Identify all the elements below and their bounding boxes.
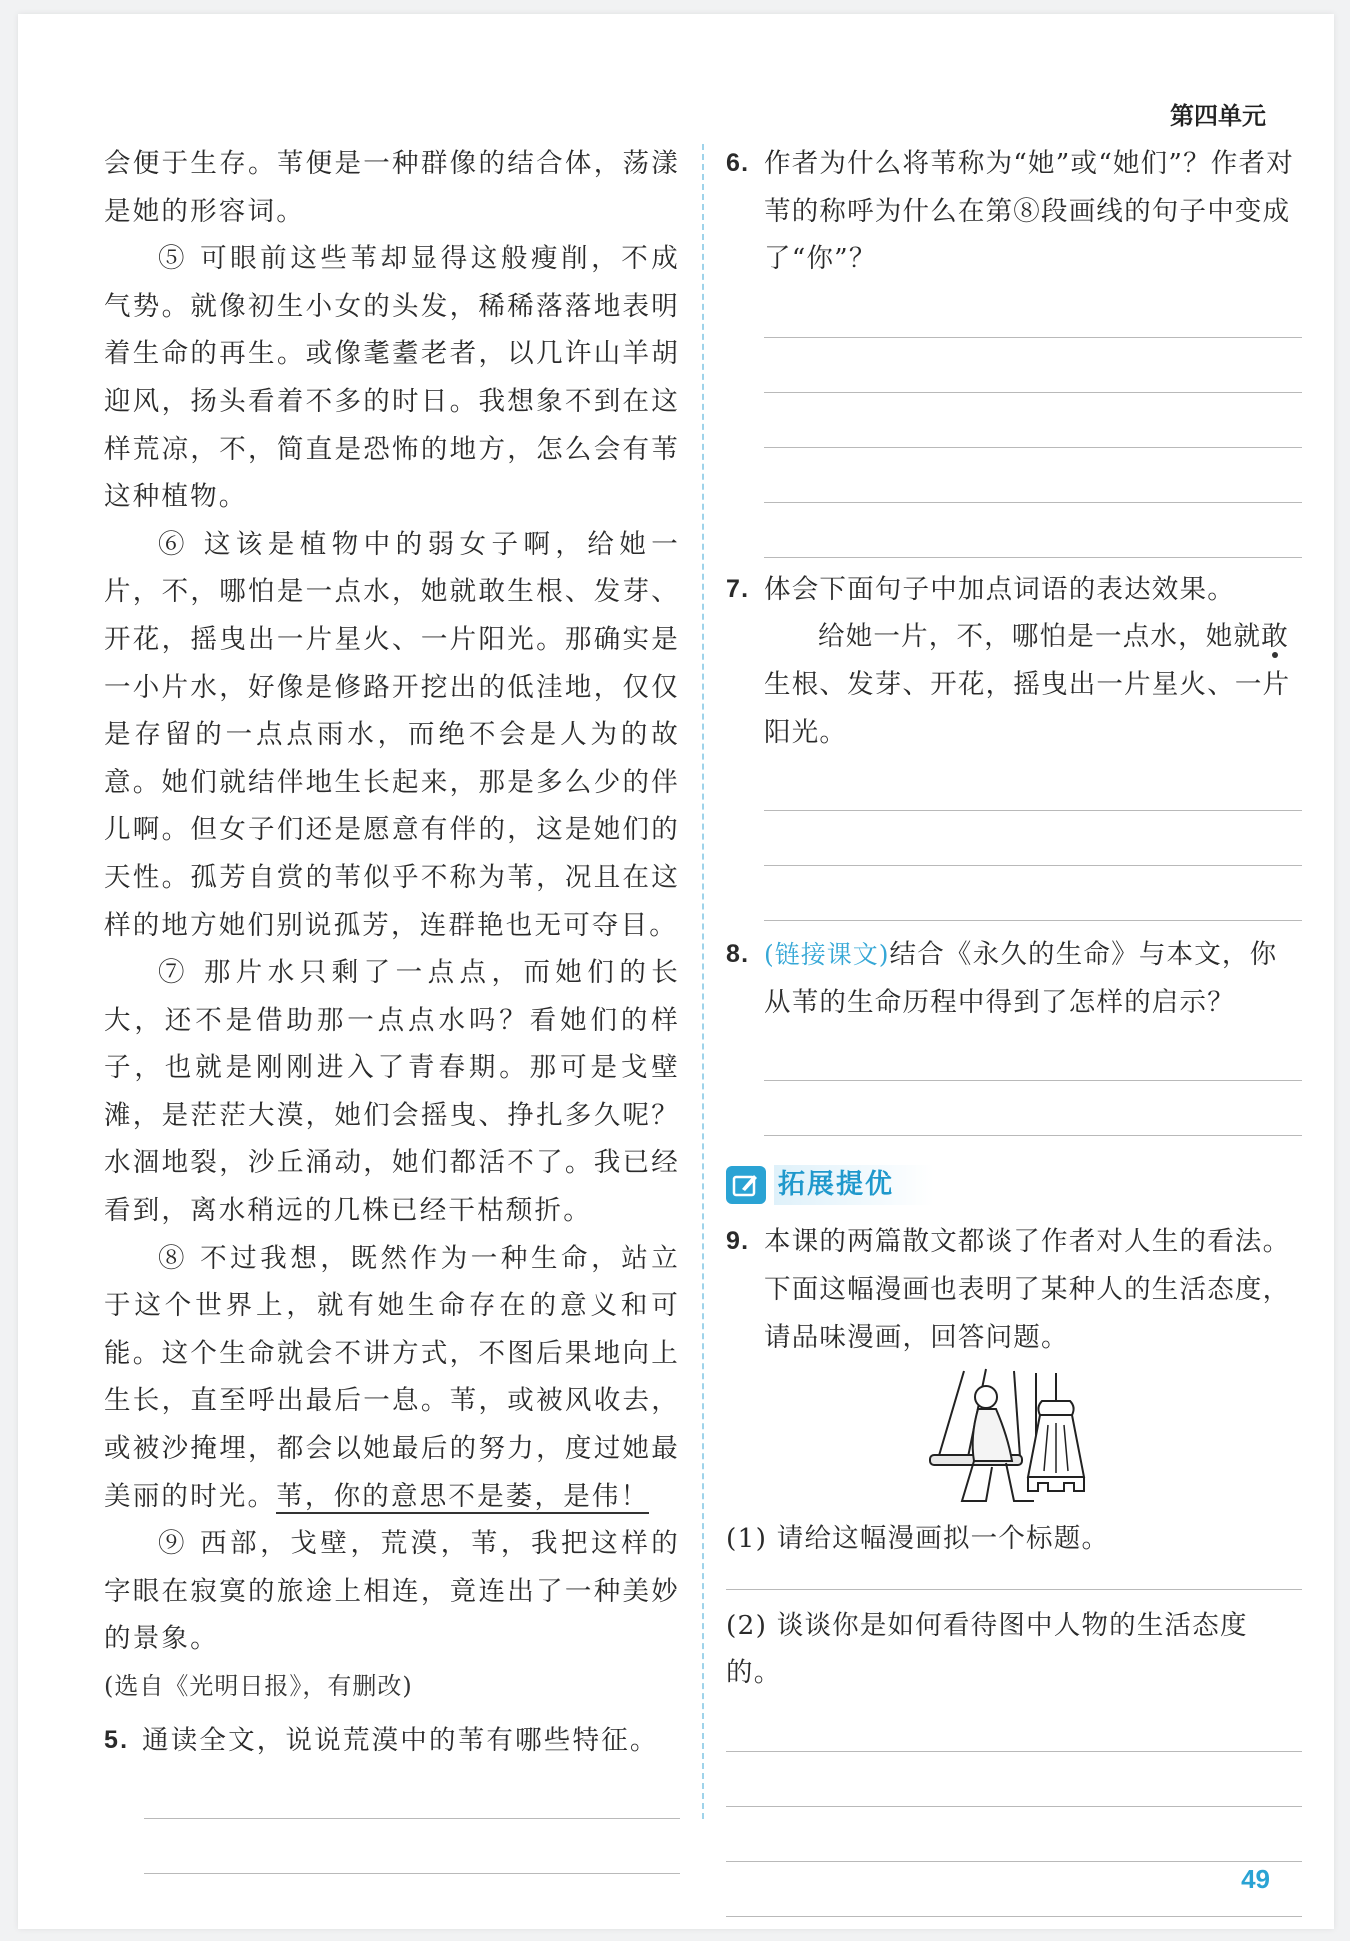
answer-line[interactable] xyxy=(764,756,1302,811)
answer-line[interactable] xyxy=(726,1563,1302,1590)
section-title: 拓展提优 xyxy=(774,1165,934,1205)
answer-area-5[interactable] xyxy=(144,1764,680,1874)
answer-area-9-2[interactable] xyxy=(726,1697,1302,1917)
example-text-before: 给她一片，不，哪怕是一点水，她就 xyxy=(818,621,1262,653)
answer-line[interactable] xyxy=(764,1081,1302,1136)
question-5 xyxy=(104,1717,680,1765)
emphasized-word: 敢 xyxy=(1261,621,1289,653)
paragraph-8-text: ⑧ 不过我想，既然作为一种生命，站立于这个世界上，就有她生命存在的意义和可能。这个生命就会不讲方式，不图后果地向上生长，直至呼出最后一息。苇，或被风收去，或被沙掩埋，都会以她最后的努力，度过她最美丽的时光。 xyxy=(104,1242,680,1512)
sub-question-2: (2) 谈谈你是如何看待图中人物的生活态度的。 xyxy=(726,1609,1248,1689)
answer-line[interactable] xyxy=(764,283,1302,338)
question-8 xyxy=(726,931,1302,1026)
answer-line[interactable] xyxy=(764,866,1302,921)
section-header xyxy=(726,1160,1302,1210)
answer-line[interactable] xyxy=(764,1026,1302,1081)
passage-source: (选自《光明日报》，有删改) xyxy=(104,1672,413,1700)
question-6 xyxy=(726,140,1302,283)
passage-paragraph-6: ⑥ 这该是植物中的弱女子啊，给她一片，不，哪怕是一点水，她就敢生根、发芽、开花，摇曳出一片星火、一片阳光。那确实是一小片水，好像是修路开挖出的低洼地，仅仅是存留的一点点雨水，而绝不会是人为的故意。她们就结伴地生长起来，那是多么少的伴儿啊。但女子们还是愿意有伴的，这是她们的天性。孤芳自赏的苇似乎不称为苇，况且在这样的地方她们别说孤芳，连群艳也无可夺目。 xyxy=(104,528,680,941)
sub-question-1: (1) 请给这幅漫画拟一个标题。 xyxy=(726,1523,1110,1555)
question-number: 9. xyxy=(726,1227,750,1256)
question-8-body: 结合《永久的生命》与本文，你从苇的生命历程中得到了怎样的启示？ xyxy=(764,939,1278,1018)
question-9 xyxy=(726,1218,1302,1361)
answer-line[interactable] xyxy=(726,1862,1302,1917)
reading-passage xyxy=(104,140,680,1874)
answer-line[interactable] xyxy=(726,1752,1302,1807)
answer-line[interactable] xyxy=(764,811,1302,866)
example-sentence xyxy=(764,613,1302,756)
answer-line[interactable] xyxy=(144,1819,680,1874)
answer-line[interactable] xyxy=(144,1764,680,1819)
question-text: 体会下面句子中加点词语的表达效果。 xyxy=(764,573,1235,605)
passage-paragraph-7: ⑦ 那片水只剩了一点点，而她们的长大，还不是借助那一点点水吗？看她们的样子，也就是刚刚进入了青春期。那可是戈壁滩，是茫茫大漠，她们会摇曳、挣扎多久呢？水涸地裂，沙丘涌动，她们都活不了。我已经看到，离水稍远的几株已经干枯颓折。 xyxy=(104,957,680,1227)
question-text: 作者为什么将苇称为“她”或“她们”？作者对苇的称呼为什么在第⑧段画线的句子中变成了“你”？ xyxy=(764,148,1294,275)
answer-line[interactable] xyxy=(764,393,1302,448)
page-number: 49 xyxy=(1241,1864,1270,1894)
question-number: 6. xyxy=(726,149,750,177)
answer-line[interactable] xyxy=(764,338,1302,393)
unit-title: 第四单元 xyxy=(1170,102,1266,130)
passage-paragraph-5: ⑤ 可眼前这些苇却显得这般瘦削，不成气势。就像初生小女的头发，稀稀落落地表明着生命的再生。或像耄耋老者，以几许山羊胡迎风，扬头看着不多的时日。我想象不到在这样荒凉，不，简直是恐怖的地方，怎么会有苇这种植物。 xyxy=(104,243,680,513)
question-number: 5. xyxy=(104,1725,130,1754)
underlined-sentence: 苇，你的意思不是萎，是伟！ xyxy=(276,1480,650,1512)
column-divider xyxy=(702,144,704,1819)
answer-line[interactable] xyxy=(764,503,1302,558)
question-number: 8. xyxy=(726,940,750,969)
passage-paragraph-continued: 会便于生存。苇便是一种群像的结合体，荡漾是她的形容词。 xyxy=(104,148,680,227)
question-text: 通读全文，说说荒漠中的苇有哪些特征。 xyxy=(142,1724,659,1756)
answer-area-6[interactable] xyxy=(764,283,1302,558)
answer-area-8[interactable] xyxy=(764,1026,1302,1136)
workbook-page xyxy=(18,14,1334,1929)
question-number: 7. xyxy=(726,574,750,603)
questions-column xyxy=(726,140,1302,1917)
answer-area-7[interactable] xyxy=(764,756,1302,921)
example-text-after: 生根、发芽、开花，摇曳出一片星火、一片阳光。 xyxy=(764,668,1291,748)
passage-paragraph-9: ⑨ 西部，戈壁，荒漠，苇，我把这样的字眼在寂寞的旅途上相连，竟连出了一种美妙的景象。 xyxy=(104,1528,680,1655)
answer-line[interactable] xyxy=(726,1807,1302,1862)
answer-line[interactable] xyxy=(764,448,1302,503)
answer-line[interactable] xyxy=(726,1697,1302,1752)
question-text: 本课的两篇散文都谈了作者对人生的看法。下面这幅漫画也表明了某种人的生活态度，请品味漫画，回答问题。 xyxy=(764,1226,1291,1353)
answer-area-9-1[interactable] xyxy=(726,1563,1302,1590)
passage-paragraph-8 xyxy=(104,1235,680,1521)
rocket-icon xyxy=(726,1166,766,1204)
cartoon-illustration xyxy=(916,1367,1116,1507)
question-text xyxy=(764,931,1302,1026)
link-text-tag: (链接课文) xyxy=(764,940,890,970)
question-7 xyxy=(726,566,1302,756)
